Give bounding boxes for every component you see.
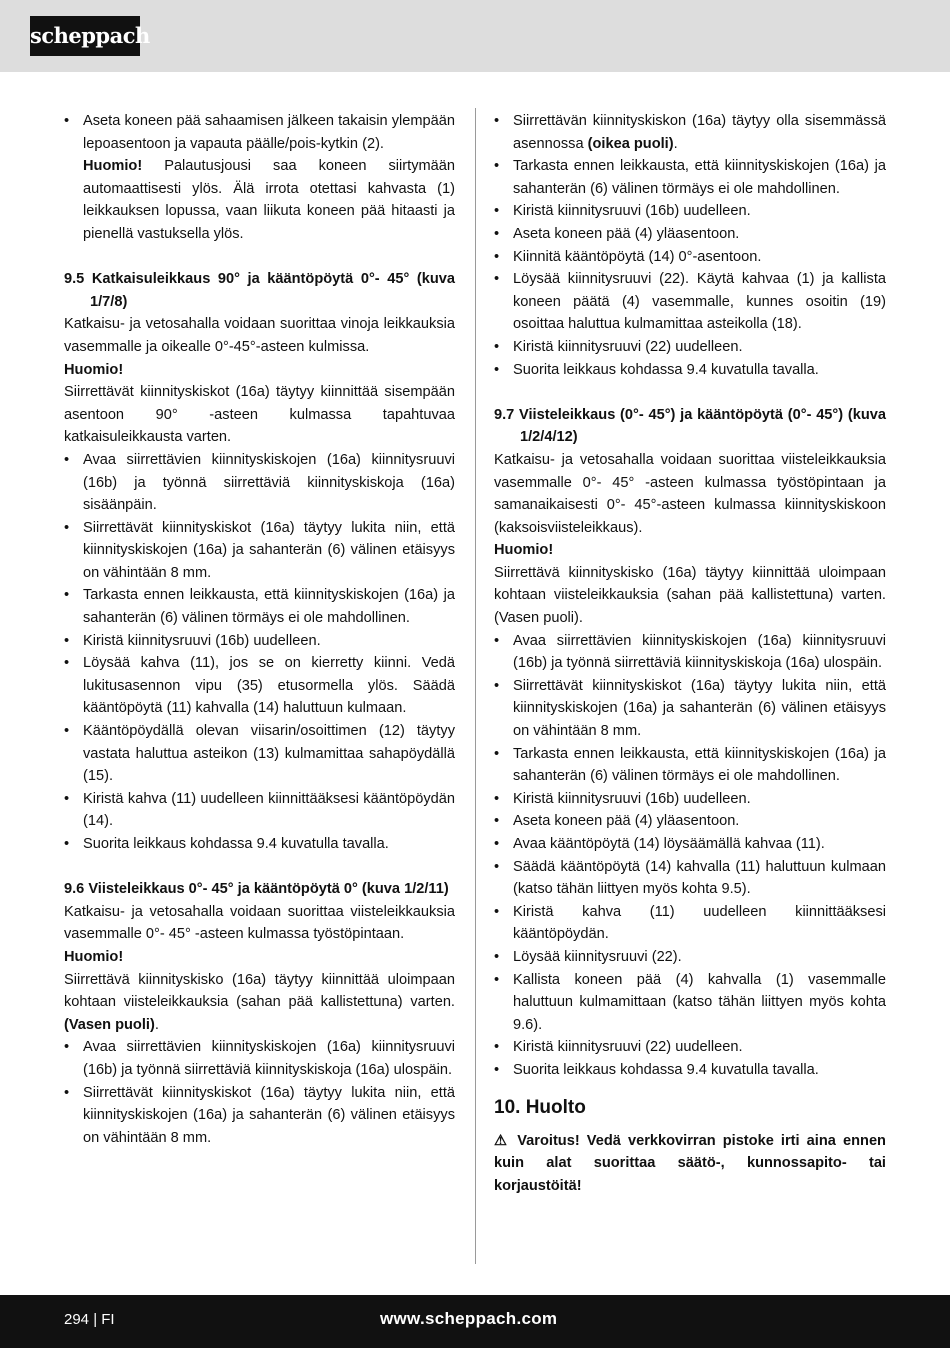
spacer: [64, 856, 455, 879]
paragraph: Siirrettävä kiinnityskisko (16a) täytyy kiinnittää uloimpaan kohtaan viisteleikkauksia (sahan pää kallistettuna) varten. (Vasen puoli).: [494, 564, 886, 627]
list-item: • Löysää kiinnitysruuvi (22). Käytä kahvaa (1) ja kallista koneen päätä (4) vasemmalle, kunnes osoitin (19) osoittaa haluttua kulmamittaa asteikolla (18).: [494, 268, 886, 336]
list-item: • Suorita leikkaus kohdassa 9.4 kuvatulla tavalla.: [494, 359, 886, 382]
list-item: [494, 110, 886, 155]
brand-logo: scheppach: [30, 16, 140, 56]
left-column: [64, 110, 455, 1149]
section-heading-9-5: 9.5 Katkaisuleikkaus 90° ja kääntöpöytä 0°- 45° (kuva 1/7/8): [64, 271, 455, 310]
website-link[interactable]: www.scheppach.com: [380, 1309, 558, 1328]
list-item: • Aseta koneen pää (4) yläasentoon.: [494, 810, 886, 833]
list-item-bold-text: (oikea puoli): [587, 135, 674, 152]
note-label: Huomio!: [494, 542, 554, 559]
list-item: • Suorita leikkaus kohdassa 9.4 kuvatulla tavalla.: [64, 833, 455, 856]
list-item-text: .: [673, 135, 678, 152]
spacer: [64, 246, 455, 269]
list-item: • Avaa kääntöpöytä (14) löysäämällä kahvaa (11).: [494, 833, 886, 856]
note-label: Huomio!: [83, 158, 143, 175]
paragraph: Katkaisu- ja vetosahalla voidaan suorittaa viisteleikkauksia vasemmalle 0°- 45° -asteen kulmassa työstöpintaan ja samanaikaisesti 0°- 45°-asteen kulmassa kiinnityskiskoon (kaksoisviisteleikkaus).: [494, 451, 886, 536]
list-item: • Suorita leikkaus kohdassa 9.4 kuvatulla tavalla.: [494, 1059, 886, 1082]
list-item: • Löysää kiinnitysruuvi (22).: [494, 946, 886, 969]
note-label: Huomio!: [64, 948, 124, 965]
column-divider: [475, 108, 476, 1264]
section-heading-10: 10. Huolto: [494, 1096, 586, 1118]
note-text: Palautusjousi saa koneen siirtymään automaattisesti ylös. Älä irrota otettasi kahvasta (1) leikkauksen lopussa, vaan liikuta koneen pää hitaasti ja pienellä vastuksella ylös.: [83, 158, 455, 242]
paragraph-text: Siirrettävä kiinnityskisko (16a) täytyy kiinnittää uloimpaan kohtaan viisteleikkauksia (sahan pää kallistettuna) varten.: [64, 971, 455, 1011]
warning-message: Varoitus! Vedä verkkovirran pistoke irti aina ennen kuin alat suorittaa säätö-, kunnossapito- tai korjaustöitä!: [494, 1132, 886, 1194]
list-item: • Tarkasta ennen leikkausta, että kiinnityskiskojen (16a) ja sahanterän (6) välinen törmäys ei ole mahdollinen.: [494, 743, 886, 788]
note-label: Huomio!: [64, 361, 124, 378]
list-item: • Kiristä kiinnitysruuvi (16b) uudelleen.: [64, 630, 455, 653]
paragraph: Katkaisu- ja vetosahalla voidaan suorittaa vinoja leikkauksia vasemmalle ja oikealle 0°-45°-asteen kulmissa.: [64, 316, 455, 355]
list-item: • Kääntöpöydällä olevan viisarin/osoittimen (12) täytyy vastata haluttua asteikon (13) kulmamittaa sahapöydällä (15).: [64, 720, 455, 788]
spacer: [494, 381, 886, 404]
list-item: • Kiristä kiinnitysruuvi (22) uudelleen.: [494, 1036, 886, 1059]
paragraph: Siirrettävät kiinnityskiskot (16a) täytyy kiinnittää sisempään asentoon 90° -asteen kulmassa tapahtuvaa katkaisuleikkausta varten.: [64, 384, 455, 446]
paragraph: Katkaisu- ja vetosahalla voidaan suorittaa viisteleikkauksia vasemmalle 0°- 45° -asteen kulmassa työstöpintaan.: [64, 903, 455, 943]
list-item: • Siirrettävät kiinnityskiskot (16a) täytyy lukita niin, että kiinnityskiskojen (16a) ja sahanterän (6) välinen etäisyys on vähintään 8 mm.: [64, 1082, 455, 1150]
steps-list-9-6: [64, 1036, 455, 1149]
section-heading-9-7: 9.7 Viisteleikkaus (0°- 45°) ja kääntöpöytä (0°- 45°) (kuva 1/2/4/12): [494, 406, 886, 446]
steps-list-9-5: [64, 449, 455, 856]
list-item-text: Aseta koneen pää sahaamisen jälkeen takaisin ylempään lepoasentoon ja vapauta päälle/pois-kytkin (2).: [83, 113, 455, 152]
list-item: • Tarkasta ennen leikkausta, että kiinnityskiskojen (16a) ja sahanterän (6) välinen törmäys ei ole mahdollinen.: [64, 584, 455, 629]
list-item: [64, 110, 455, 246]
list-item: • Kiristä kiinnitysruuvi (22) uudelleen.: [494, 336, 886, 359]
warning-triangle-icon: ⚠: [494, 1132, 511, 1149]
paragraph-bold-text: (Vasen puoli): [64, 1016, 155, 1033]
list-item: • Säädä kääntöpöytä (14) kahvalla (11) haluttuun kulmaan (katso tähän liittyen myös kohta 9.5).: [494, 856, 886, 901]
list-item: • Kiristä kahva (11) uudelleen kiinnittääksesi kääntöpöydän (14).: [64, 788, 455, 833]
steps-list-9-6-continued: [494, 110, 886, 381]
footer-band: [0, 1295, 950, 1348]
list-item: • Siirrettävät kiinnityskiskot (16a) täytyy lukita niin, että kiinnityskiskojen (16a) ja sahanterän (6) välinen etäisyys on vähintään 8 mm.: [494, 675, 886, 743]
steps-list-9-7: [494, 630, 886, 1082]
paragraph-text: .: [154, 1016, 159, 1033]
list-item: • Avaa siirrettävien kiinnityskiskojen (16a) kiinnitysruuvi (16b) ja työnnä siirrettäviä kiinnityskiskoja (16a) ulospäin.: [494, 630, 886, 675]
header-band: [0, 0, 950, 72]
list-item: • Kiinnitä kääntöpöytä (14) 0°-asentoon.: [494, 246, 886, 269]
list-item-text: Siirrettävän kiinnityskiskon (16a) täytyy olla sisemmässä asennossa: [513, 113, 886, 152]
list-item: • Aseta koneen pää (4) yläasentoon.: [494, 223, 886, 246]
list-item: • Siirrettävät kiinnityskiskot (16a) täytyy lukita niin, että kiinnityskiskojen (16a) ja sahanterän (6) välinen etäisyys on vähintään 8 mm.: [64, 517, 455, 585]
intro-list: [64, 110, 455, 246]
list-item: • Tarkasta ennen leikkausta, että kiinnityskiskojen (16a) ja sahanterän (6) välinen törmäys ei ole mahdollinen.: [494, 155, 886, 200]
right-column: [494, 110, 886, 1197]
list-item: • Avaa siirrettävien kiinnityskiskojen (16a) kiinnitysruuvi (16b) ja työnnä siirrettäviä kiinnityskiskoja (16a) ulospäin.: [64, 1036, 455, 1081]
list-item: • Avaa siirrettävien kiinnityskiskojen (16a) kiinnitysruuvi (16b) ja työnnä siirrettäviä kiinnityskiskoja (16a) sisäänpäin.: [64, 449, 455, 517]
list-item: • Kiristä kiinnitysruuvi (16b) uudelleen.: [494, 200, 886, 223]
page-number: 294 | FI: [64, 1311, 115, 1328]
warning-text: [494, 1130, 886, 1198]
list-item: • Kiristä kahva (11) uudelleen kiinnittääksesi kääntöpöydän.: [494, 901, 886, 946]
paragraph: [64, 969, 455, 1037]
list-item: • Kiristä kiinnitysruuvi (16b) uudelleen.: [494, 788, 886, 811]
list-item: • Löysää kahva (11), jos se on kierretty kiinni. Vedä lukitusasennon vipu (35) etusormella ylös. Säädä kääntöpöytä (11) kahvalla (14) haluttuun kulmaan.: [64, 652, 455, 720]
section-heading-9-6: 9.6 Viisteleikkaus 0°- 45° ja kääntöpöytä 0° (kuva 1/2/11): [64, 881, 449, 898]
list-item: • Kallista koneen pää (4) kahvalla (1) vasemmalle haluttuun kulmamittaan (katso tähän liittyen myös kohta 9.6).: [494, 969, 886, 1037]
